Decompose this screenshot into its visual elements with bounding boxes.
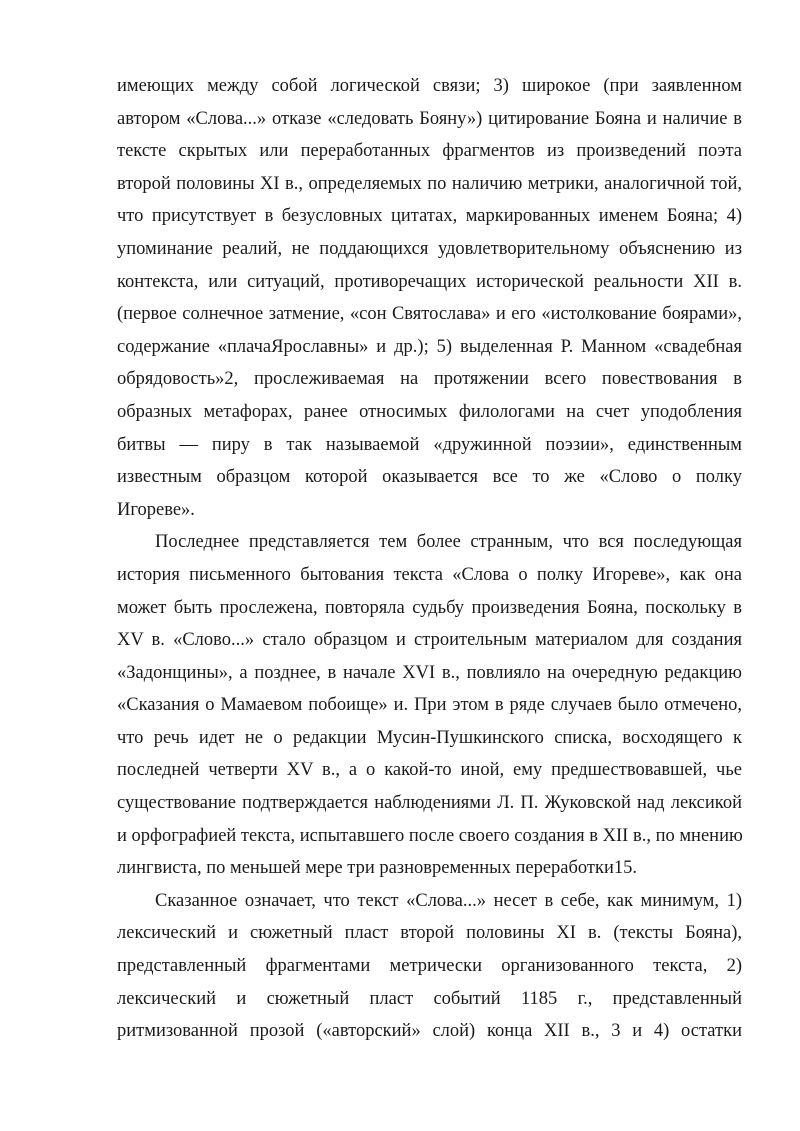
text-line: автором «Слова...» отказе «следовать Бояну») цитирование Бояна и наличие в [117, 108, 742, 129]
text-line: что присутствует в безусловных цитатах, маркированных именем Бояна; 4) [117, 206, 742, 227]
text-line: содержание «плачаЯрославны» и др.); 5) выделенная Р. Манном «свадебная [117, 336, 742, 357]
text-line: Последнее представляется тем более странным, что вся последующая [155, 532, 742, 553]
text-line: представленный фрагментами метрически организованного текста, 2) [117, 956, 742, 977]
text-line: лингвиста, по меньшей мере три разновременных переработки15. [117, 858, 638, 879]
text-line: обрядовость»2, прослеживаемая на протяжении всего повествования в [117, 369, 742, 390]
text-line: что речь идет не о редакции Мусин-Пушкинского списка, восходящего к [117, 727, 742, 748]
document-page [117, 70, 742, 1048]
text-line: лексический и сюжетный пласт второй половины XI в. (тексты Бояна), [117, 923, 742, 944]
text-line: известным образцом которой оказывается все то же «Слово о полку [117, 467, 742, 488]
text-line: Игореве». [117, 499, 195, 520]
text-line: контекста, или ситуаций, противоречащих исторической реальности XII в. [117, 271, 742, 292]
text-line: «Задонщины», а позднее, в начале XVI в., повлияло на очередную редакцию [117, 662, 742, 683]
text-line: история письменного бытования текста «Слова о полку Игореве», как она [117, 564, 742, 585]
paragraph [117, 885, 742, 1048]
text-line: XV в. «Слово...» стало образцом и строительным материалом для создания [117, 630, 742, 651]
paragraph [117, 70, 742, 526]
paragraph [117, 526, 742, 885]
text-line: упоминание реалий, не поддающихся удовлетворительному объяснению из [117, 238, 742, 259]
text-line: ритмизованной прозой («авторский» слой) конца XII в., 3 и 4) остатки [117, 1021, 742, 1042]
text-line: «Сказания о Мамаевом побоище» и. При этом в ряде случаев было отмечено, [117, 695, 742, 716]
text-line: битвы — пиру в так называемой «дружинной поэзии», единственным [117, 434, 742, 455]
text-line: лексический и сюжетный пласт событий 1185 г., представленный [117, 988, 742, 1009]
text-line: и орфографией текста, испытавшего после своего создания в XII в., по мнению [117, 825, 743, 846]
text-line: последней четверти XV в., а о какой-то иной, ему предшествовавшей, чье [117, 760, 742, 781]
text-line: существование подтверждается наблюдениями Л. П. Жуковской над лексикой [117, 793, 742, 814]
text-line: может быть прослежена, повторяла судьбу произведения Бояна, поскольку в [117, 597, 742, 618]
text-line: имеющих между собой логической связи; 3) широкое (при заявленном [117, 76, 742, 96]
text-line: (первое солнечное затмение, «сон Святослава» и его «истолкование боярами», [117, 304, 742, 325]
text-line: Сказанное означает, что текст «Слова...» несет в себе, как минимум, 1) [155, 890, 742, 911]
text-line: второй половины XI в., определяемых по наличию метрики, аналогичной той, [117, 173, 742, 194]
text-line: образных метафорах, ранее относимых филологами на счет уподобления [117, 401, 742, 422]
text-line: тексте скрытых или переработанных фрагментов из произведений поэта [117, 141, 742, 162]
